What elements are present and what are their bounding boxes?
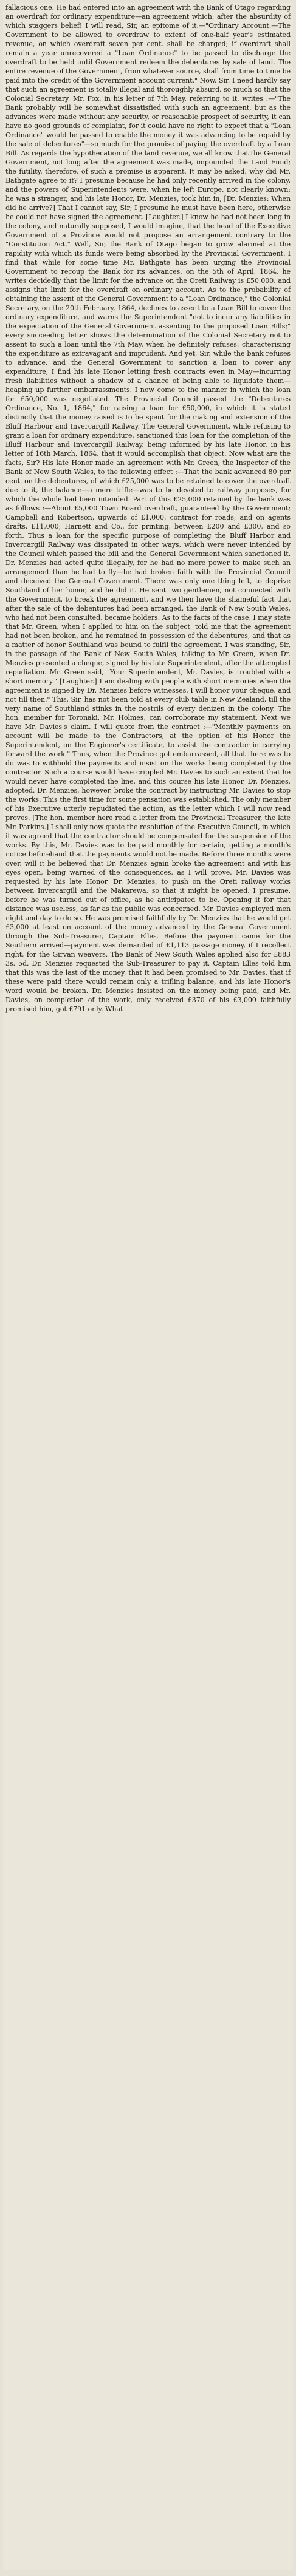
- newspaper-column: [3, 3, 293, 2570]
- article-body: fallacious one. He had entered into an agreement with the Bank of Otago regarding an overdraft for ordinary expenditure—an agreement which, after the absurdity of which staggers belief! I will read, Sir, an epitome of it.—"Ordinary Account.—The Government to be allowed to overdraw to extent of one-half year's estimated revenue, on which overdraft seven per cent. shall be charged; if overdraft shall remain a year unrecovered a "Loan Ordinance" to be passed to discharge the overdraft to be held until Government redeem the debentures by sale of land. The entire revenue of the Government, from whatever source, shall from time to time be paid into the credit of the Government account current." Now, Sir, I need hardly say that such an agreement is totally illegal and thoroughly absurd, so much so that the Colonial Secretary, Mr. Fox, in his letter of 7th May, referring to it, writes :—"The Bank probably will be somewhat dissatisfied with such an agreement, but as the advances were made without any security, or reasonable prospect of security, it can have no good grounds of complaint, for it could have no right to expect that a "Loan Ordinance" would be passed to enable the money it was advancing to be repaid by the sale of debentures"—so much for the promise of paying the overdraft by a Loan Bill. As regards the hypothecation of the land revenue, we all know that the General Government, not long after the agreement was made, impounded the Land Fund; the futility, therefore, of such a promise is apparent. It may be asked, why did Mr. Bathgate agree to it? I presume because he had only recently arrived in the colony, and the powers of Superintendents were, when he left Europe, not clearly known; he was a stranger, and his late Honor, Dr. Menzies, took him in, [Dr. Menzies: When did he arrive?] That I cannot say, Sir; I presume he must have been here, otherwise he could not have signed the agreement. [Laughter.] I know he had not been long in the colony, and naturally supposed, I would imagine, that the head of the Executive Government of a Province would not propose an arrangement contrary to the "Constitution Act." Well, Sir, the Bank of Otago began to grow alarmed at the rapidity with which its funds were being absorbed by the Provincial Government. I find that while for some time Mr. Bathgate has been urging the Provincial Government to recoup the Bank for its advances, on the 5th of April, 1864, he writes decidedly that the limit for the advance on the Oreti Railway is £50,000, and assigns that limit for the overdraft on ordinary account. As to the probability of obtaining the assent of the General Government to a "Loan Ordinance," the Colonial Secretary, on the 20th February, 1864, declines to assent to a Loan Bill to cover the ordinary expenditure, and warns the Superintendent "not to incur any liabilities in the expectation of the General Government assenting to the proposed Loan Bills;" every succeeding letter shows the determination of the Colonial Secretary not to assent to such a loan until the 7th May, when he definitely refuses, characterising the expenditure as extravagant and imprudent. And yet, Sir, while the bank refuses to advance, and the General Government to sanction a loan to cover any expenditure, I find his late Honor letting fresh contracts even in May—incurring fresh liabilities without a shadow of a chance of being able to liquidate them—heaping up further embarrassments. I now come to the manner in which the loan for £50,000 was negotiated. The Provincial Council passed the "Debentures Ordinance, No. 1, 1864," for raising a loan for £50,000, in which it is stated distinctly that the money raised is to be spent for the making and extension of the Bluff Harbour and Invercargill Railway. The General Government, while refusing to grant a loan for ordinary expenditure, sanctioned this loan for the completion of the Bluff Harbour and Invercargill Railway, being informed by his late Honor, in his letter of 16th March, 1864, that it would accomplish that object. Now what are the facts, Sir? His late Honor made an agreement with Mr. Green, the Inspector of the Bank of New South Wales, to the following effect :—That the bank advanced 80 per cent. on the debentures, of which £25,000 was to be retained to cover the overdraft due to it, the balance—a mere trifle—was to be devoted to railway purposes, for which the whole had been intended. Part of this £25,000 retained by the bank was as follows :—About £5,000 Town Board overdraft, guaranteed by the Government; Campbell and Robertson, upwards of £1,000, contract for roads; and on agents drafts, £11,000; Harnett and Co., for printing, between £200 and £300, and so forth. Thus a loan for the specific purpose of completing the Bluff Harbor and Invercargill Railway was dissipated in other ways, which were never intended by the Council which passed the bill and the General Government which sanctioned it. Dr. Menzies had acted quite illegally, for he had no more power to make such an arrangement than he had to fly—he had broken faith with the Provincial Council and deceived the General Government. There was only one thing left, to deprive Southland of her honor, and he did it. He sent two gentlemen, not connected with the Government, to break the agreement, and we then have the shameful fact that after the sale of the debentures had been arranged, the Bank of New South Wales, who had not been consulted, became holders. As to the facts of the case, I may state that Mr. Green, when I applied to him on the subject, told me that the agreement had not been broken, and he remained in possession of the debentures, and that as a matter of honor Southland was bound to fulfil the agreement. I was standing, Sir, in the passage of the Bank of New South Wales, talking to Mr. Green, when Dr. Menzies presented a cheque, signed by his late Superintendent, after the attempted repudiation. Mr. Green said, "Your Superintendent, Mr. Davies, is troubled with a short memory." [Laughter.] I am dealing with people with short memories when the agreement is signed by Dr. Menzies before witnesses, I will honor your cheque, and not till then." This, Sir, has not been told at every club table in New Zealand, till the very name of Southland stinks in the nostrils of every denizen in the colony. The hon. member for Toronaki, Mr. Holmes, can corroborate my statement. Next we have Mr. Davies's claim. I will quote from the contract :—"Monthly payments on account will be made to the Contractors, at the option of his Honor the Superintendent, on the Engineer's certificate, to assist the contractor in carrying forward the work." Thus, when the Province got embarrassed, all that there was to do was to withhold the payments and insist on the works being completed by the contractor. Such a course would have crippled Mr. Davies to such an extent that he would never have completed the line, and this course his late Honor, Dr. Menzies, adopted. Dr. Menzies, however, broke the contract by instructing Mr. Davies to stop the works. This the first time for some pensation was established. The only member of his Executive utterly repudiated the action, as the letter which I will now read proves. [The hon. member here read a letter from the Provincial Treasurer, the late Mr. Parkins.] I shall only now quote the resolution of the Executive Council, in which it was agreed that the contractor should be compensated for the suspension of the works. By this, Mr. Davies was to be paid monthly for certain, getting a month's notice beforehand that the payments would not be made. Before three months were over, will it be believed that Dr. Menzies again broke the agreement and with his eyes open, being warned of the consequences, as I will prove. Mr. Davies was requested by his late Honor, Dr. Menzies, to push on the Oreti railway works between Invercargill and the Makarewa, so that it might be opened, I presume, before he was turned out of office, as he anticipated to be. Opening it for that distance was useless, as far as the public was concerned. Mr. Davies employed men night and day to do so. He was promised faithfully by Dr. Menzies that he would get £3,000 at least on account of the money advanced by the General Government through the Sub-Treasurer, Captain Elles. Before the payment came for the Southern arrived—payment was demanded of £1,113 passage money, if I recollect right, for the Girvan weavers. The Bank of New South Wales applied also for £883 3s. 5d. Dr. Menzies requested the Sub-Treasurer to pay it. Captain Elles told him that this was the last of the money, that it had been promised to Mr. Davies, that if these were paid there would remain only a trifling balance, and his late Honor's word would be broken. Dr. Menzies insisted on the money being paid, and Mr. Davies, on completion of the work, only received £370 of his £3,000 faithfully promised him, got £791 only. What: [5, 4, 291, 1013]
